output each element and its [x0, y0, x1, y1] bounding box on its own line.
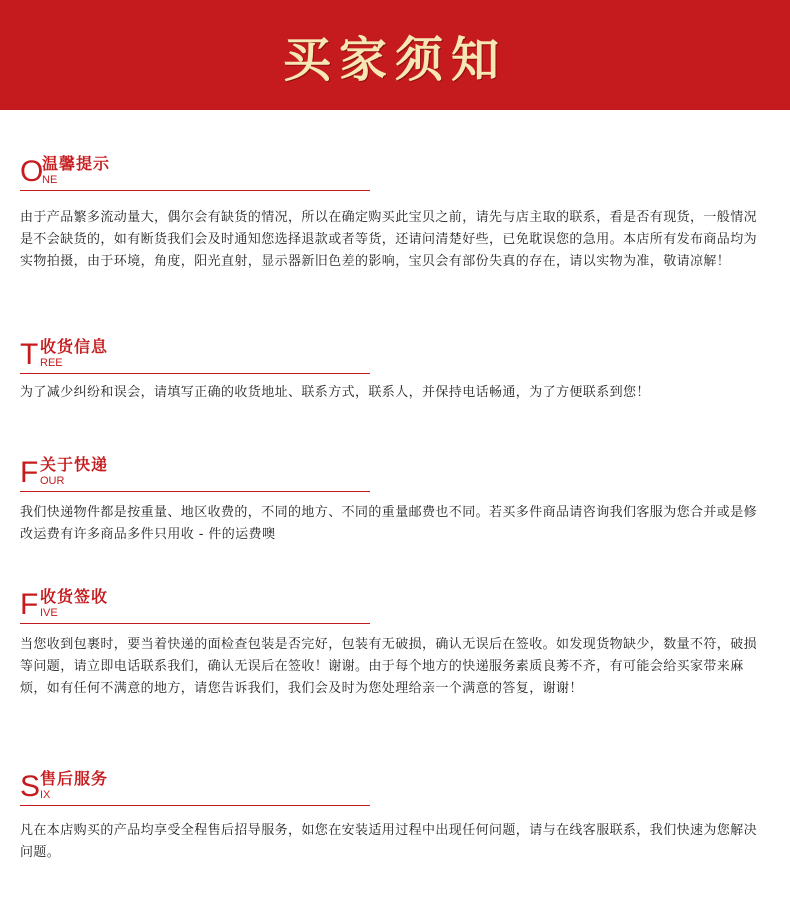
section-delivery	[20, 456, 770, 546]
section-after-sales	[20, 770, 770, 864]
section-receipt	[20, 588, 770, 700]
section-heading	[20, 155, 770, 193]
section-subtitle: NE	[42, 174, 58, 186]
section-title: 售后服务	[40, 769, 109, 788]
section-heading	[20, 588, 770, 626]
section-divider	[20, 190, 370, 191]
section-subtitle: OUR	[40, 475, 65, 487]
section-divider	[20, 373, 370, 374]
section-initial-letter: O	[20, 155, 44, 188]
section-heading	[20, 456, 770, 494]
section-tips	[20, 155, 770, 273]
section-title: 关于快递	[40, 455, 109, 474]
header-banner	[0, 0, 790, 110]
section-initial-letter: S	[20, 770, 41, 803]
section-subtitle: REE	[40, 357, 63, 369]
section-title: 收货信息	[40, 337, 109, 356]
section-initial-letter: F	[20, 588, 39, 621]
section-initial-letter: F	[20, 456, 39, 489]
section-body: 我们快递物件都是按重量、地区收费的，不同的地方、不同的重量邮费也不同。若买多件商品请咨询我们客服为您合并或是修改运费有许多商品多件只用收 - 件的运费噢	[20, 505, 758, 542]
section-shipping-info	[20, 338, 770, 404]
section-body: 当您收到包裹时，要当着快递的面检查包装是否完好，包装有无破损，确认无误后在签收。如发现货物缺少，数量不符，破损等问题，请立即电话联系我们，确认无误后在签收！谢谢。由于每个地方的快递服务素质良莠不齐，有可能会给买家带来麻烦，如有任何不满意的地方，请您告诉我们，我们会及时为您处理给亲一个满意的答复，谢谢！	[20, 637, 758, 696]
section-initial-letter: T	[20, 338, 39, 371]
section-divider	[20, 623, 370, 624]
section-heading	[20, 338, 770, 376]
section-divider	[20, 491, 370, 492]
section-title: 收货签收	[40, 587, 109, 606]
section-title: 温馨提示	[42, 154, 111, 173]
page-title: 买家须知	[282, 31, 507, 88]
section-body: 由于产品繁多流动量大，偶尔会有缺货的情况，所以在确定购买此宝贝之前，请先与店主取的联系，看是否有现货，一般情况是不会缺货的，如有断货我们会及时通知您选择退款或者等货，还请问清楚好些，已免耽误您的急用。本店所有发布商品均为实物拍摄，由于环境，角度，阳光直射，显示器新旧色差的影响，宝贝会有部份失真的存在，请以实物为准，敬请凉解！	[20, 210, 758, 269]
section-heading	[20, 770, 770, 808]
section-body: 凡在本店购买的产品均享受全程售后招导服务，如您在安装适用过程中出现任何问题，请与在线客服联系，我们快速为您解决问题。	[20, 823, 758, 860]
section-divider	[20, 805, 370, 806]
section-body: 为了减少纠纷和误会，请填写正确的收货地址、联系方式，联系人，并保持电话畅通，为了方便联系到您！	[20, 385, 650, 400]
section-subtitle: IX	[40, 789, 51, 801]
section-subtitle: IVE	[40, 607, 58, 619]
